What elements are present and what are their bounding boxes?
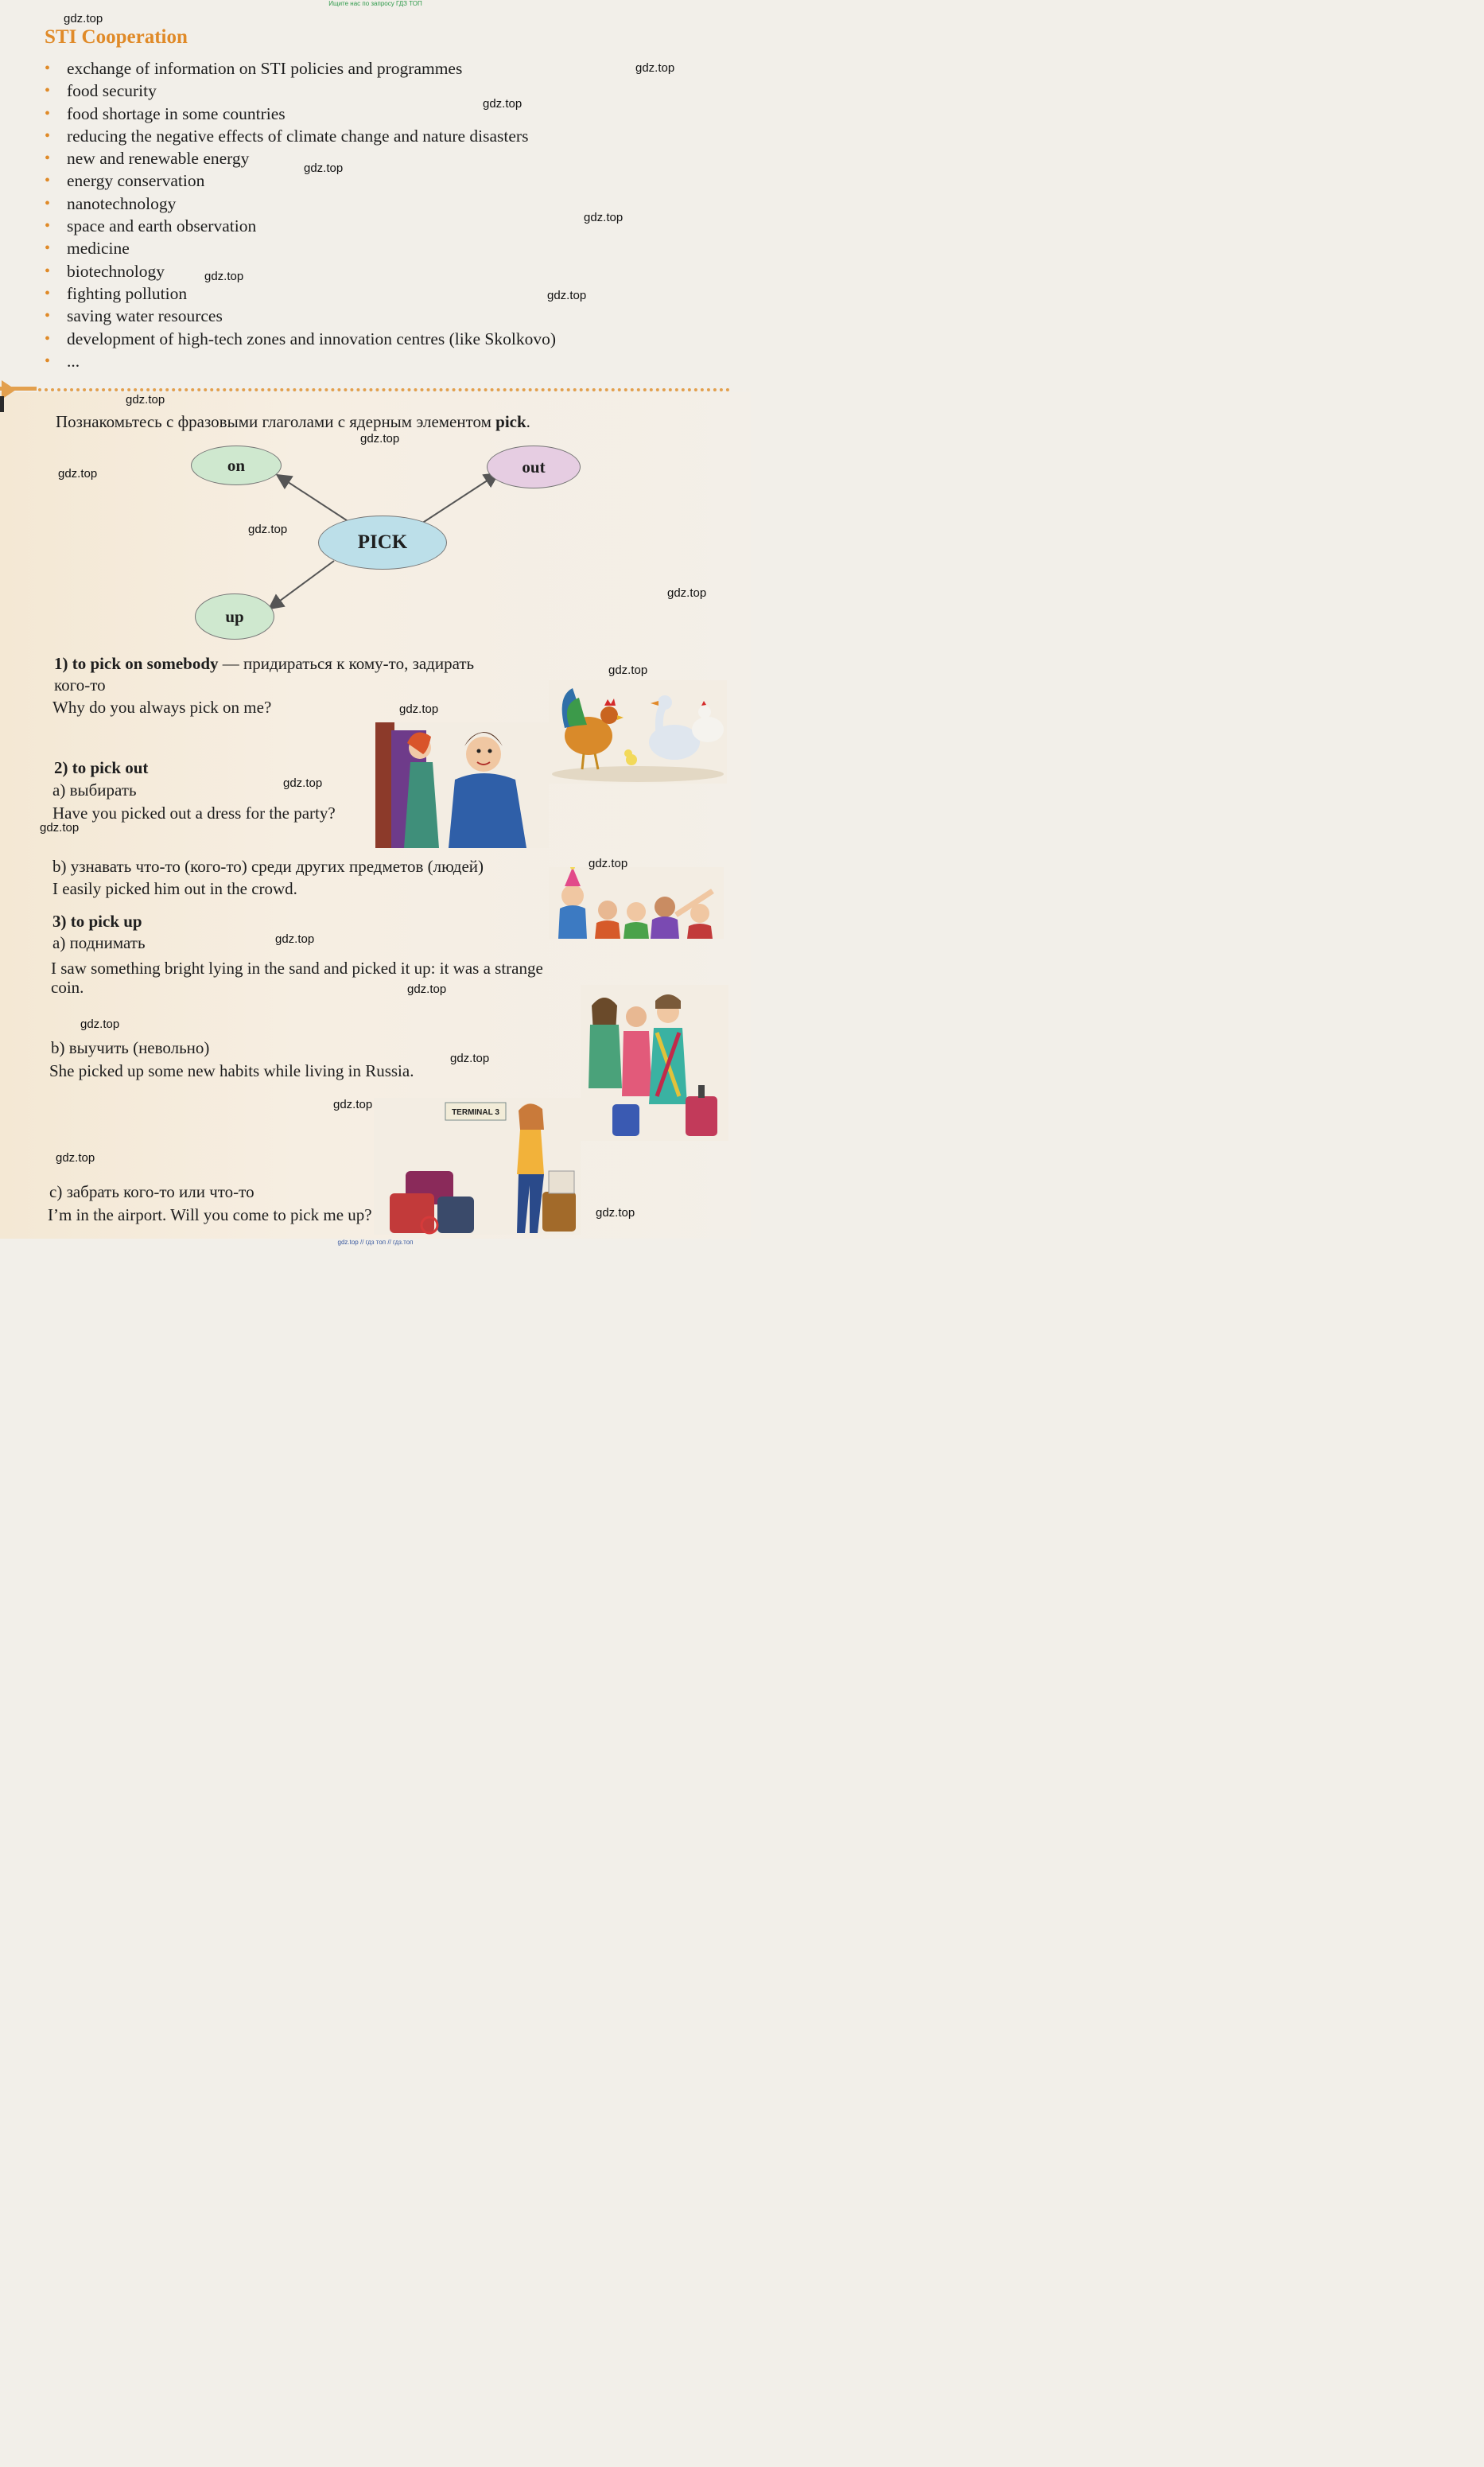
- list-item: • biotechnology: [45, 260, 556, 282]
- list-item: • energy conservation: [45, 169, 556, 192]
- entry-1-heading: 1) to pick on somebody: [54, 654, 219, 673]
- watermark: gdz.top: [126, 393, 165, 407]
- watermark: gdz.top: [58, 467, 98, 481]
- watermark: gdz.top: [283, 776, 323, 790]
- travellers-with-luggage-illustration: [581, 985, 728, 1141]
- entry-3c-example: I’m in the airport. Will you come to pick me up?: [48, 1205, 372, 1224]
- list-item: • exchange of information on STI policies and programmes: [45, 57, 556, 80]
- list-item: • nanotechnology: [45, 193, 556, 215]
- watermark: gdz.top: [667, 586, 707, 600]
- exercise-intro: Познакомьтесь с фразовыми глаголами с ядерным элементом pick.: [56, 412, 530, 431]
- top-note: Ищите нас по запросу ГДЗ ТОП: [328, 0, 422, 7]
- watermark: gdz.top: [407, 983, 447, 996]
- diagram-node-out: out: [487, 446, 581, 488]
- intro-keyword: pick: [495, 412, 526, 431]
- entry-3a-example-line1: I saw something bright lying in the sand and picked it up: it was a strange: [51, 959, 543, 978]
- entry-1-line1: 1) to pick on somebody — придираться к кому-то, задирать: [54, 654, 475, 673]
- entry-2b-translation: b) узнавать что-то (кого-то) среди других предметов (людей): [52, 857, 484, 876]
- watermark: gdz.top: [80, 1018, 120, 1031]
- entry-2a-example: Have you picked out a dress for the party?: [52, 804, 336, 823]
- watermark: gdz.top: [450, 1052, 490, 1065]
- list-item: • development of high-tech zones and innovation centres (like Skolkovo): [45, 328, 556, 350]
- women-choosing-dresses-illustration: [375, 722, 549, 848]
- watermark: gdz.top: [40, 821, 80, 835]
- watermark: gdz.top: [596, 1206, 635, 1220]
- watermark: gdz.top: [56, 1151, 95, 1165]
- entry-3-heading: 3) to pick up: [52, 912, 142, 931]
- list-item: • space and earth observation: [45, 215, 556, 237]
- entry-1-translation-cont: кого-то: [54, 675, 106, 695]
- watermark: gdz.top: [360, 432, 400, 446]
- entry-2b-example: I easily picked him out in the crowd.: [52, 879, 297, 898]
- list-item: • reducing the negative effects of climate change and nature disasters: [45, 125, 556, 147]
- entry-3a-translation: a) поднимать: [52, 933, 146, 952]
- list-item: • food shortage in some countries: [45, 103, 556, 125]
- terminal-sign-text: TERMINAL 3: [452, 1108, 499, 1117]
- diagram-node-up: up: [195, 593, 274, 640]
- list-item: • new and renewable energy: [45, 147, 556, 169]
- watermark: gdz.top: [483, 97, 523, 111]
- list-item: • ...: [45, 350, 556, 372]
- watermark: gdz.top: [608, 663, 648, 677]
- list-item: • medicine: [45, 237, 556, 259]
- crowd-illustration: [549, 867, 724, 939]
- entry-3b-translation: b) выучить (невольно): [51, 1038, 210, 1057]
- list-item: • saving water resources: [45, 305, 556, 327]
- entry-3a-example-line2: coin.: [51, 978, 84, 997]
- entry-2a-translation: a) выбирать: [52, 780, 137, 800]
- entry-3b-example: She picked up some new habits while living in Russia.: [49, 1061, 414, 1080]
- section-title: STI Cooperation: [45, 26, 188, 48]
- rooster-and-hens-illustration: [549, 680, 727, 784]
- watermark: gdz.top: [204, 270, 244, 283]
- watermark: gdz.top: [547, 289, 587, 302]
- watermark: gdz.top: [304, 161, 344, 175]
- entry-3c-translation: c) забрать кого-то или что-то: [49, 1182, 254, 1201]
- bottom-note: gdz.top // гдз топ // гдз.топ: [337, 1239, 414, 1246]
- list-item: • fighting pollution: [45, 282, 556, 305]
- watermark: gdz.top: [333, 1098, 373, 1111]
- list-item: • food security: [45, 80, 556, 102]
- watermark: gdz.top: [248, 523, 288, 536]
- diagram-node-on: on: [191, 446, 282, 485]
- watermark: gdz.top: [275, 932, 315, 946]
- diagram-node-pick: PICK: [318, 516, 447, 570]
- watermark: gdz.top: [635, 61, 675, 75]
- entry-1-example: Why do you always pick on me?: [52, 698, 272, 717]
- intro-text: Познакомьтесь с фразовыми глаголами с ядерным элементом: [56, 412, 496, 431]
- watermark: gdz.top: [64, 12, 103, 25]
- watermark: gdz.top: [399, 702, 439, 716]
- airport-woman-with-luggage-illustration: [374, 1098, 581, 1235]
- entry-2-heading: 2) to pick out: [54, 758, 149, 777]
- watermark: gdz.top: [584, 211, 624, 224]
- watermark: gdz.top: [589, 857, 628, 870]
